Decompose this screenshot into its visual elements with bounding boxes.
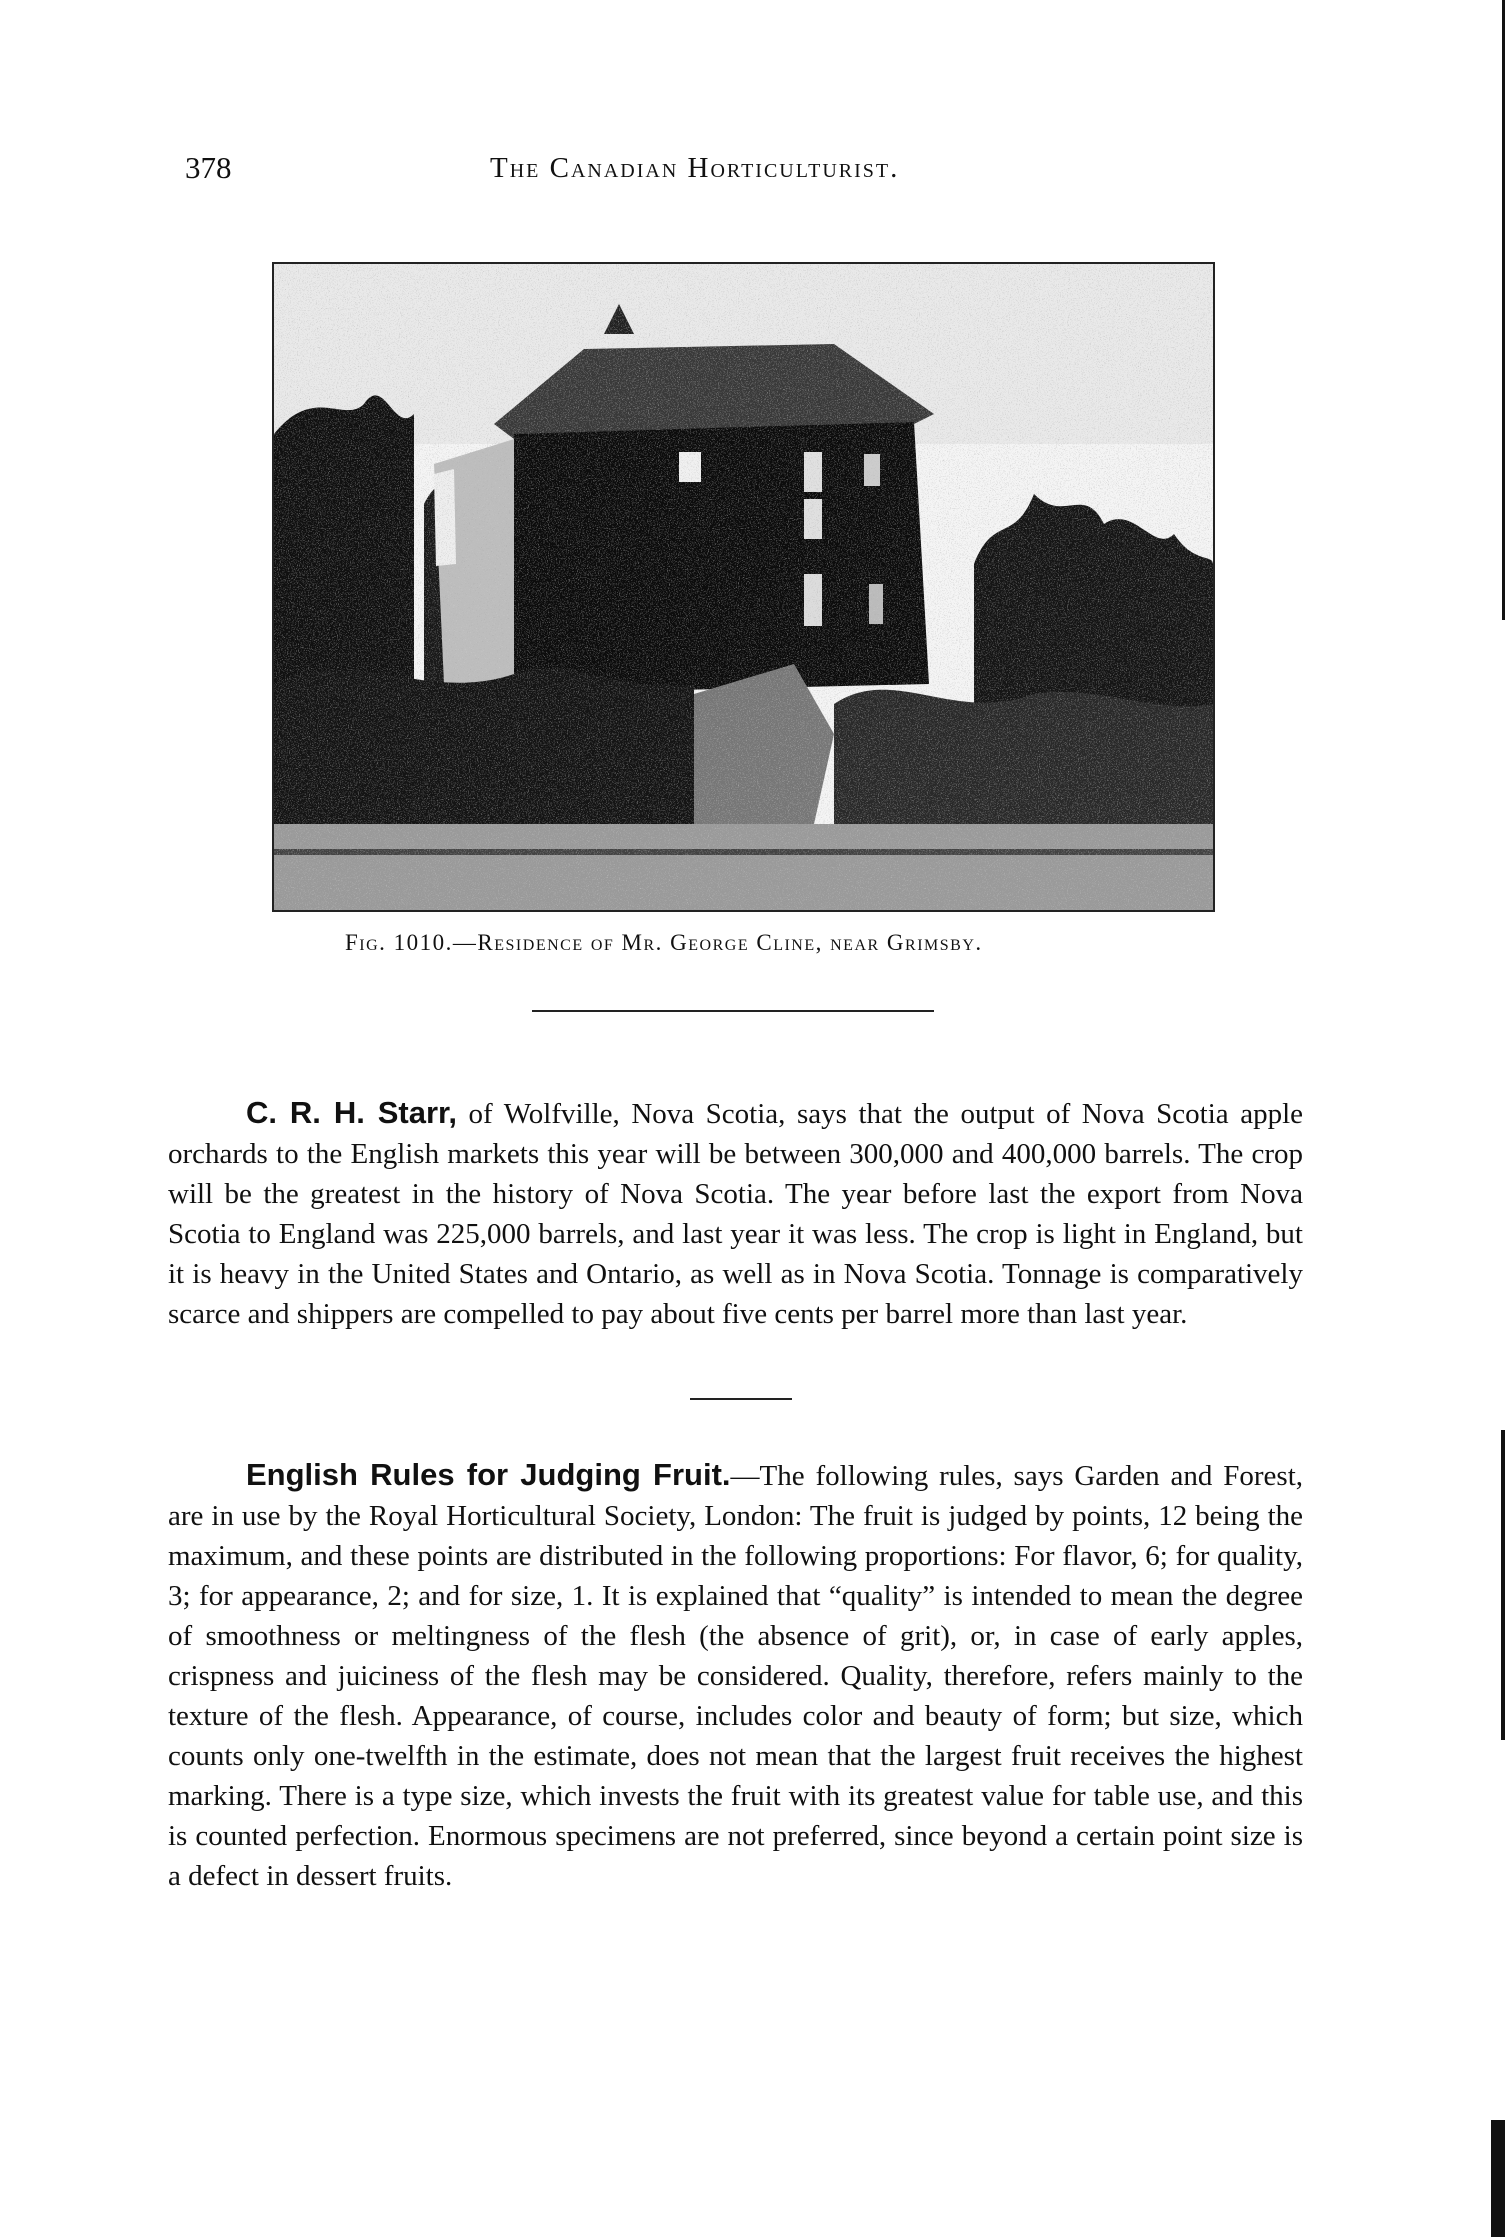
article-starr-body: of Wolfville, Nova Scotia, says that the output of Nova Scotia apple orchards to the English markets this year will be between 300,000 and 400,000 barrels. The crop will be the greatest in the history of Nova Scotia. The year before last the export from Nova Scotia to England was 225,000 barrels, and last year it was less. The crop is light in England, but it is heavy in the United States and Ontario, as well as in Nova Scotia. Tonnage is comparatively scarce and shippers are compelled to pay about five cents per barrel more than last year. (168, 1098, 1303, 1330)
figure-caption: Fig. 1010.—Residence of Mr. George Cline, near Grimsby. (345, 930, 983, 955)
article-judging-fruit-lead: English Rules for Judging Fruit. (246, 1457, 731, 1492)
page-edge-shadow (1491, 2120, 1505, 2237)
section-divider (690, 1398, 792, 1400)
section-divider (532, 1010, 934, 1012)
page-number: 378 (185, 150, 232, 185)
article-judging-fruit-body: —The following rules, says Garden and Forest, are in use by the Royal Horticultural Society, London: The fruit is judged by points, 12 being the maximum, and these points are distributed in the following proportions: For flavor, 6; for quality, 3; for appearance, 2; and for size, 1. It is explained that “quality” is intended to mean the degree of smoothness or meltingness of the flesh (the absence of grit), or, in case of early apples, crispness and juiciness of the flesh may be considered. Quality, therefore, refers mainly to the texture of the flesh. Appearance, of course, includes color and beauty of form; but size, which counts only one-twelfth in the estimate, does not mean that the largest fruit receives the highest marking. There is a type size, which invests the fruit with its greatest value for table use, and this is counted perfection. Enormous specimens are not preferred, since beyond a certain point size is a defect in dessert fruits. (168, 1460, 1303, 1892)
article-judging-fruit (168, 1455, 1303, 1896)
residence-photo (272, 262, 1215, 912)
running-title: The Canadian Horticulturist. (490, 152, 900, 184)
page-edge-shadow (1501, 1430, 1505, 1740)
article-starr-lead: C. R. H. Starr, (246, 1095, 457, 1130)
article-starr (168, 1093, 1303, 1334)
residence-photo-illustration (274, 264, 1213, 910)
